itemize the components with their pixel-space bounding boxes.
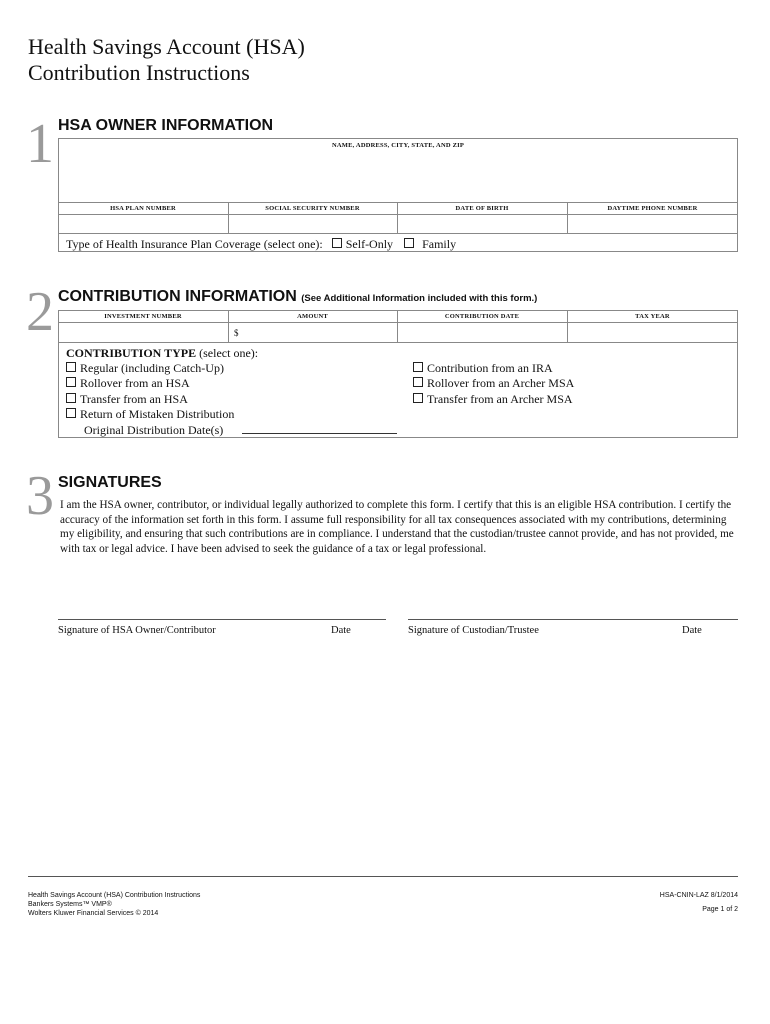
- contribution-type-hint: (select one):: [199, 346, 259, 360]
- divider: [58, 214, 738, 215]
- section-3-heading: SIGNATURES: [58, 474, 162, 491]
- section-2-heading: CONTRIBUTION INFORMATION: [58, 288, 297, 305]
- dollar-sign: $: [234, 328, 239, 338]
- footer-left: [28, 891, 200, 918]
- custodian-date-label: Date: [682, 625, 702, 636]
- owner-signature-line[interactable]: [58, 619, 386, 620]
- option-row: [413, 376, 574, 391]
- transfer-hsa-checkbox[interactable]: [66, 393, 76, 403]
- contribution-date-label: CONTRIBUTION DATE: [444, 313, 520, 320]
- section-1-number: 1: [26, 113, 54, 175]
- original-distribution-date-label: Original Distribution Date(s): [84, 423, 224, 437]
- divider: [58, 202, 738, 203]
- divider: [58, 233, 738, 234]
- footer-right: [660, 891, 738, 914]
- form-title: [28, 34, 305, 86]
- contribution-type-label: CONTRIBUTION TYPE: [66, 346, 197, 360]
- owner-signature-label: Signature of HSA Owner/Contributor: [58, 625, 216, 636]
- footer-form-code: HSA-CNIN-LAZ 8/1/2014: [659, 892, 738, 899]
- ssn-label: SOCIAL SECURITY NUMBER: [265, 205, 360, 212]
- certification-text: I am the HSA owner, contributor, or individual legally authorized to complete this form. I certify that this is an eligible HSA contribution. I certify the accuracy of the information set forth in this form. I assume full responsibility for all tax consequences associated with my contributions, determining my eligibility, and ensuring that such contributions are in compliance. I understand that the custodian/trustee cannot provide, and has not provided, me with tax or legal advice. I have been advised to seek the guidance of a tax or legal professional.: [60, 499, 734, 555]
- option-label: Transfer from an Archer MSA: [427, 392, 573, 406]
- phone-field[interactable]: [569, 216, 736, 232]
- divider: [58, 342, 738, 343]
- ssn-field[interactable]: [230, 216, 395, 232]
- name-address-label: NAME, ADDRESS, CITY, STATE, AND ZIP: [331, 142, 465, 149]
- section-3-number: 3: [26, 465, 54, 527]
- footer-page-number: Page 1 of 2: [702, 906, 738, 913]
- section-2-number: 2: [26, 281, 54, 343]
- coverage-prompt: Type of Health Insurance Plan Coverage (select one):: [66, 237, 323, 251]
- title-line-1: Health Savings Account (HSA): [28, 34, 305, 59]
- footer-publisher: Bankers Systems™ VMP®: [28, 901, 112, 908]
- coverage-row: [66, 237, 456, 252]
- contribution-type-label-row: [66, 346, 258, 361]
- regular-checkbox[interactable]: [66, 362, 76, 372]
- option-label: Rollover from an Archer MSA: [427, 376, 575, 390]
- option-row: [66, 361, 224, 376]
- option-label: Rollover from an HSA: [80, 376, 190, 390]
- investment-number-field[interactable]: [60, 324, 226, 341]
- name-address-field[interactable]: [60, 152, 736, 200]
- transfer-msa-checkbox[interactable]: [413, 393, 423, 403]
- original-distribution-date-field[interactable]: [242, 433, 397, 434]
- option-row: [66, 392, 188, 407]
- tax-year-field[interactable]: [569, 324, 736, 341]
- option-row: [413, 392, 573, 407]
- rollover-msa-checkbox[interactable]: [413, 377, 423, 387]
- footer-form-name: Health Savings Account (HSA) Contribution Instructions: [28, 892, 201, 899]
- title-line-2: Contribution Instructions: [28, 60, 250, 85]
- section-2-heading-row: [58, 288, 537, 306]
- owner-date-label: Date: [331, 625, 351, 636]
- option-row: [66, 407, 234, 422]
- ira-checkbox[interactable]: [413, 362, 423, 372]
- amount-field[interactable]: [242, 324, 395, 341]
- option-row: [66, 376, 190, 391]
- option-label: Regular (including Catch-Up): [80, 361, 224, 375]
- option-label: Transfer from an HSA: [80, 392, 188, 406]
- hsa-plan-number-label: HSA PLAN NUMBER: [110, 205, 176, 212]
- amount-label: AMOUNT: [297, 313, 328, 320]
- hsa-plan-number-field[interactable]: [60, 216, 226, 232]
- mistaken-distribution-checkbox[interactable]: [66, 408, 76, 418]
- tax-year-label: TAX YEAR: [635, 313, 670, 320]
- divider: [58, 322, 738, 323]
- family-checkbox[interactable]: [404, 238, 414, 248]
- footer-rule: [28, 876, 738, 877]
- family-label: Family: [422, 237, 457, 251]
- footer-copyright: Wolters Kluwer Financial Services © 2014: [28, 910, 159, 917]
- section-1-heading: HSA OWNER INFORMATION: [58, 117, 274, 134]
- self-only-label: Self-Only: [345, 237, 394, 251]
- custodian-signature-line[interactable]: [408, 619, 738, 620]
- contribution-date-field[interactable]: [399, 324, 565, 341]
- dob-field[interactable]: [399, 216, 565, 232]
- option-row: [413, 361, 553, 376]
- option-label: Contribution from an IRA: [427, 361, 553, 375]
- phone-label: DAYTIME PHONE NUMBER: [607, 205, 698, 212]
- dob-label: DATE OF BIRTH: [455, 205, 509, 212]
- investment-number-label: INVESTMENT NUMBER: [104, 313, 182, 320]
- option-label: Return of Mistaken Distribution: [80, 407, 235, 421]
- self-only-checkbox[interactable]: [332, 238, 342, 248]
- rollover-hsa-checkbox[interactable]: [66, 377, 76, 387]
- custodian-signature-label: Signature of Custodian/Trustee: [408, 625, 539, 636]
- section-2-subheading: (See Additional Information included with this form.): [301, 293, 538, 304]
